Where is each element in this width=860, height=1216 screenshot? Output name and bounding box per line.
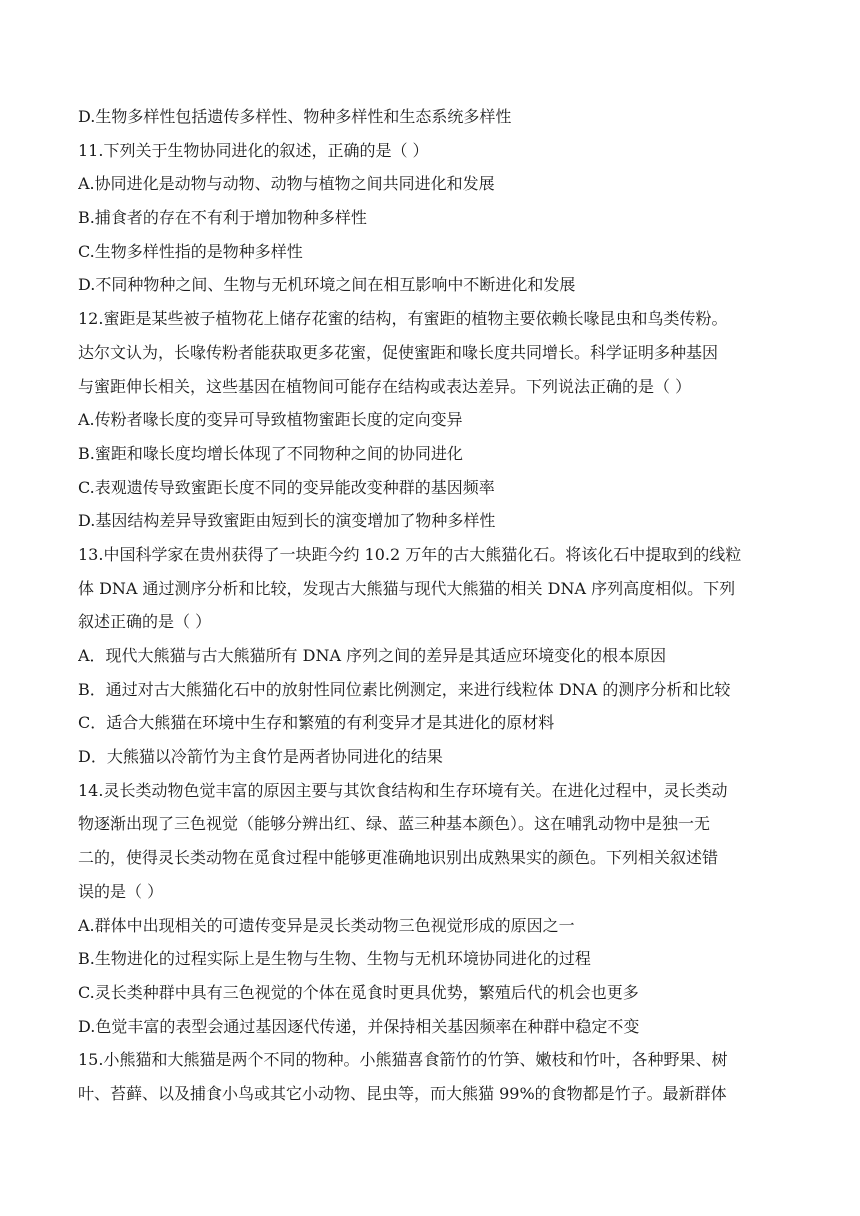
question-13-option-a: A．现代大熊猫与古大熊猫所有 DNA 序列之间的差异是其适应环境变化的根本原因	[78, 646, 667, 665]
question-14-option-d: D.色觉丰富的表型会通过基因逐代传递，并保持相关基因频率在种群中稳定不变	[78, 1016, 640, 1036]
question-14-option-b: B.生物进化的过程实际上是生物与生物、生物与无机环境协同进化的过程	[78, 949, 591, 969]
question-12-option-d: D.基因结构差异导致蜜距由短到长的演变增加了物种多样性	[78, 511, 496, 531]
question-14-option-c: C.灵长类种群中具有三色视觉的个体在觅食时更具优势，繁殖后代的机会也更多	[78, 982, 639, 1002]
question-14-option-a: A.群体中出现相关的可遗传变异是灵长类动物三色视觉形成的原因之一	[78, 915, 575, 935]
question-12-stem-line-3: 与蜜距伸长相关，这些基因在植物间可能存在结构或表达差异。下列说法正确的是（ ）	[78, 376, 692, 396]
question-12-stem-line-2: 达尔文认为，长喙传粉者能获取更多花蜜，促使蜜距和喙长度共同增长。科学证明多种基因	[78, 342, 719, 362]
question-11-option-c: C.生物多样性指的是物种多样性	[78, 241, 303, 261]
question-14-stem-line-1: 14.灵长类动物色觉丰富的原因主要与其饮食结构和生存环境有关。在进化过程中，灵长类动	[78, 780, 728, 800]
question-12-option-b: B.蜜距和喙长度均增长体现了不同物种之间的协同进化	[78, 443, 463, 463]
question-12-option-a: A.传粉者喙长度的变异可导致植物蜜距长度的定向变异	[78, 410, 463, 430]
question-11-option-d: D.不同种物种之间、生物与无机环境之间在相互影响中不断进化和发展	[78, 275, 576, 295]
question-12-option-c: C.表观遗传导致蜜距长度不同的变异能改变种群的基因频率	[78, 477, 495, 497]
question-11-stem: 11.下列关于生物协同进化的叙述，正确的是（ ）	[78, 140, 429, 160]
question-13-option-b: B．通过对古大熊猫化石中的放射性同位素比例测定，来进行线粒体 DNA 的测序分析和比较	[78, 679, 731, 699]
question-14-stem-line-2: 物逐渐出现了三色视觉（能够分辨出红、绿、蓝三种基本颜色）。这在哺乳动物中是独一无	[78, 814, 711, 834]
answer-option-d-q10: D.生物多样性包括遗传多样性、物种多样性和生态系统多样性	[78, 107, 512, 126]
question-14-stem-line-3: 二的，使得灵长类动物在觅食过程中能够更准确地识别出成熟果实的颜色。下列相关叙述错	[78, 848, 719, 868]
question-11-option-b: B.捕食者的存在不有利于增加物种多样性	[78, 208, 367, 228]
page-content	[78, 100, 790, 1111]
question-13-option-c: C．适合大熊猫在环境中生存和繁殖的有利变异才是其进化的原材料	[78, 713, 555, 733]
question-15-stem-line-2: 叶、苔藓、以及捕食小鸟或其它小动物、昆虫等，而大熊猫 99%的食物都是竹子。最新群体	[78, 1083, 727, 1103]
question-14-stem-line-4: 误的是（ ）	[78, 881, 164, 901]
question-12-stem-line-1: 12.蜜距是某些被子植物花上储存花蜜的结构，有蜜距的植物主要依赖长喙昆虫和鸟类传粉。	[78, 309, 728, 329]
question-13-stem-line-2: 体 DNA 通过测序分析和比较，发现古大熊猫与现代大熊猫的相关 DNA 序列高度相似。下列	[78, 578, 736, 598]
question-13-stem-line-3: 叙述正确的是（ ）	[78, 612, 212, 632]
question-11-option-a: A.协同进化是动物与动物、动物与植物之间共同进化和发展	[78, 174, 495, 194]
question-13-stem-line-1: 13.中国科学家在贵州获得了一块距今约 10.2 万年的古大熊猫化石。将该化石中提取到的线粒	[78, 544, 742, 564]
question-15-stem-line-1: 15.小熊猫和大熊猫是两个不同的物种。小熊猫喜食箭竹的竹笋、嫩枝和竹叶，各种野果、树	[78, 1050, 728, 1070]
question-13-option-d: D．大熊猫以冷箭竹为主食竹是两者协同进化的结果	[78, 747, 443, 767]
